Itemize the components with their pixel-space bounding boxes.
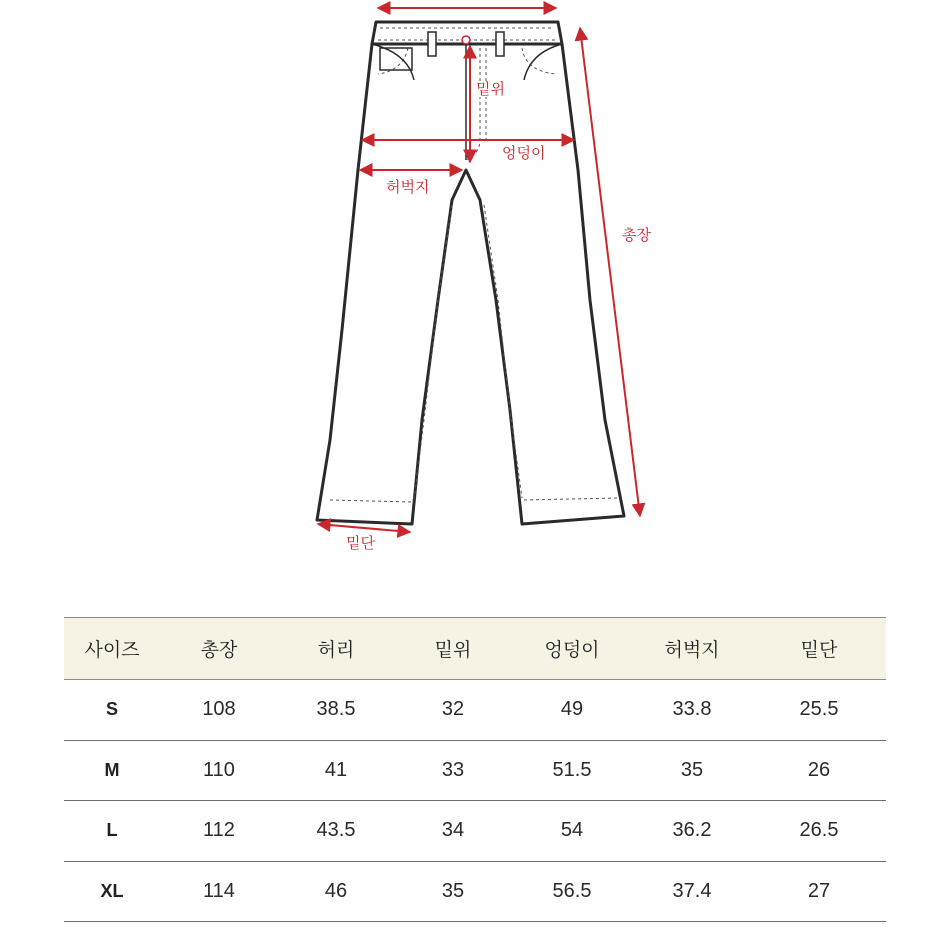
- table-cell: 46: [278, 861, 394, 922]
- size-cell: M: [64, 740, 160, 801]
- table-row: [64, 680, 886, 741]
- table-cell: 25.5: [752, 680, 886, 741]
- table-row: [64, 740, 886, 801]
- table-cell: 112: [160, 801, 278, 862]
- total-length-label: 총장: [622, 226, 651, 244]
- table-cell: 38.5: [278, 680, 394, 741]
- table-cell: 33: [394, 740, 512, 801]
- table-cell: 35: [632, 740, 752, 801]
- table-cell: 26: [752, 740, 886, 801]
- table-cell: 56.5: [512, 861, 632, 922]
- table-cell: 49: [512, 680, 632, 741]
- table-cell: 35: [394, 861, 512, 922]
- header-hem: 밑단: [752, 618, 886, 680]
- header-total-length: 총장: [160, 618, 278, 680]
- table-cell: 26.5: [752, 801, 886, 862]
- size-cell: S: [64, 680, 160, 741]
- header-hip: 엉덩이: [512, 618, 632, 680]
- button-icon: [462, 36, 470, 44]
- table-cell: 36.2: [632, 801, 752, 862]
- table-cell: 43.5: [278, 801, 394, 862]
- size-chart-table: [64, 617, 886, 922]
- hem-measure-line: [318, 524, 410, 532]
- table-cell: 108: [160, 680, 278, 741]
- hem-label: 밑단: [346, 534, 375, 552]
- table-row: [64, 801, 886, 862]
- thigh-label: 허벅지: [386, 178, 430, 196]
- header-thigh: 허벅지: [632, 618, 752, 680]
- table-cell: 27: [752, 861, 886, 922]
- table-cell: 32: [394, 680, 512, 741]
- header-waist: 허리: [278, 618, 394, 680]
- table-cell: 51.5: [512, 740, 632, 801]
- rise-label: 밑위: [476, 80, 505, 98]
- header-rise: 밑위: [394, 618, 512, 680]
- table-row: [64, 861, 886, 922]
- table-cell: 33.8: [632, 680, 752, 741]
- table-cell: 41: [278, 740, 394, 801]
- table-cell: 37.4: [632, 861, 752, 922]
- hip-label: 엉덩이: [502, 144, 546, 162]
- header-size: 사이즈: [64, 618, 160, 680]
- table-cell: 110: [160, 740, 278, 801]
- size-cell: XL: [64, 861, 160, 922]
- table-cell: 114: [160, 861, 278, 922]
- table-header-row: [64, 618, 886, 680]
- size-cell: L: [64, 801, 160, 862]
- table-cell: 54: [512, 801, 632, 862]
- table-cell: 34: [394, 801, 512, 862]
